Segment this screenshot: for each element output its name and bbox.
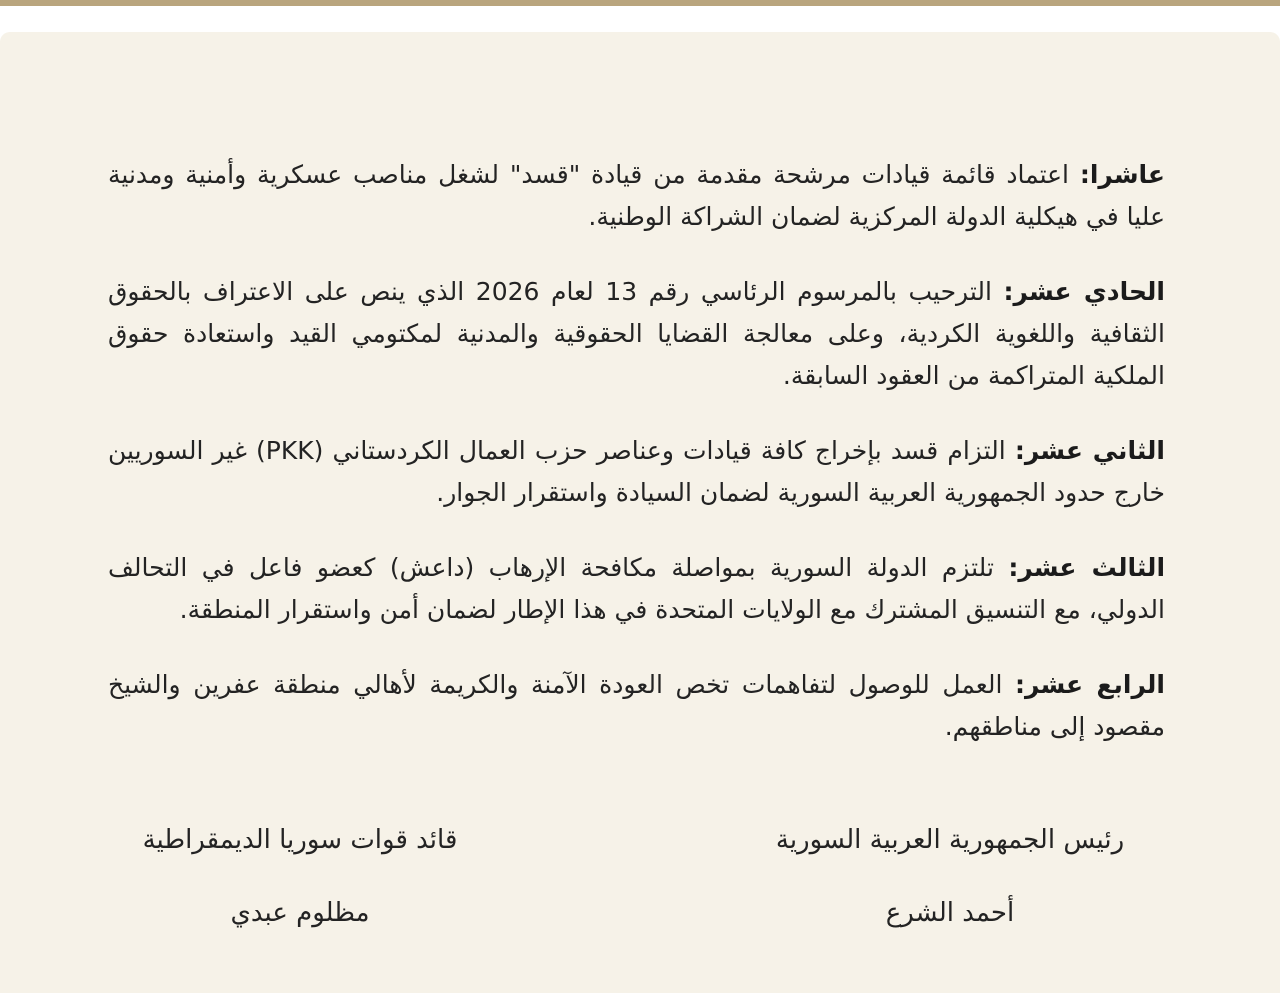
clause-label: الرابع عشر: [1015,670,1165,699]
clause-label: عاشرا: [1079,160,1165,189]
signature-block [0,820,1280,980]
clause-list [108,154,1165,781]
clause-text: العمل للوصول لتفاهمات تخص العودة الآمنة والكريمة لأهالي منطقة عفرين والشيخ مقصود إلى مناطقهم. [108,670,1165,741]
clause-label: الثالث عشر: [1008,553,1166,582]
clause-twelfth [108,430,1165,514]
top-gold-rule [0,0,1280,6]
signatory-title: قائد قوات سوريا الديمقراطية [142,825,458,855]
signatory-name: مظلوم عبدي [230,898,370,928]
clause-eleventh [108,271,1165,397]
clause-label: الحادي عشر: [1003,277,1165,306]
clause-text: تلتزم الدولة السورية بمواصلة مكافحة الإرهاب (داعش) كعضو فاعل في التحالف الدولي، مع التنسيق المشترك مع الولايات المتحدة في هذا الإطار لضمان أمن واستقرار المنطقة. [108,553,1165,624]
clause-text: التزام قسد بإخراج كافة قيادات وعناصر حزب العمال الكردستاني (PKK) غير السوريين خارج حدود الجمهورية العربية السورية لضمان السيادة واستقرار الجوار. [108,436,1165,507]
clause-label: الثاني عشر: [1014,436,1165,465]
clause-tenth [108,154,1165,238]
signatory-title: رئيس الجمهورية العربية السورية [775,825,1125,855]
signatory-sdf-commander [135,820,465,933]
signatory-name: أحمد الشرع [885,898,1015,928]
clause-text: الترحيب بالمرسوم الرئاسي رقم 13 لعام 2026 الذي ينص على الاعتراف بالحقوق الثقافية واللغوية الكردية، وعلى معالجة القضايا الحقوقية والمدنية لمكتومي القيد واستعادة حقوق الملكية المتراكمة من العقود السابقة. [108,277,1165,390]
clause-fourteenth [108,664,1165,748]
clause-text: اعتماد قائمة قيادات مرشحة مقدمة من قيادة "قسد" لشغل مناصب عسكرية وأمنية ومدنية عليا في هيكلية الدولة المركزية لضمان الشراكة الوطنية. [108,160,1165,231]
clause-thirteenth [108,547,1165,631]
signatory-president [770,820,1130,933]
